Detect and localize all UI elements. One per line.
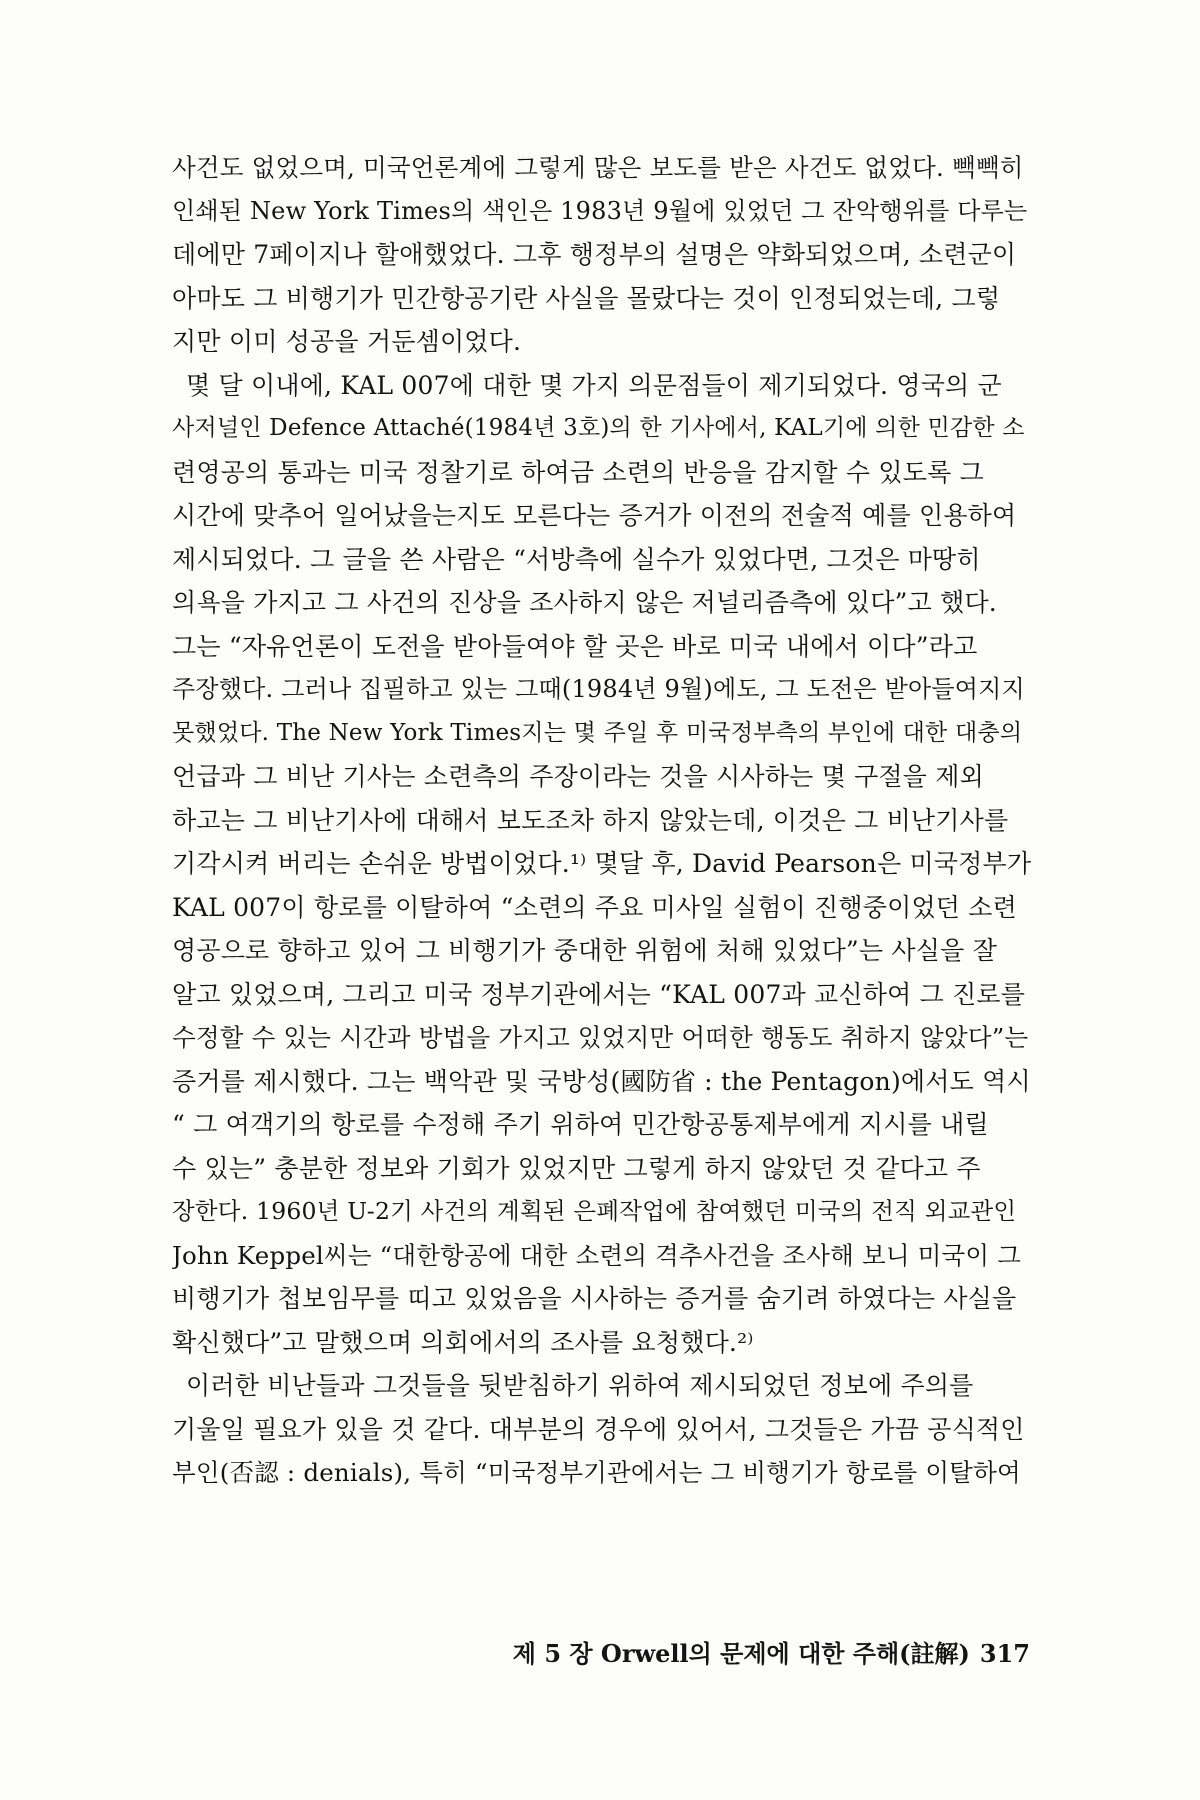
page-footer (470, 1634, 1030, 1669)
text-line: 사건도 없었으며, 미국언론계에 그렇게 많은 보도를 받은 사건도 없었다. 빽빽히 (172, 153, 1024, 182)
text-line: 시간에 맞추어 일어났을는지도 모른다는 증거가 이전의 전술적 예를 인용하여 (172, 501, 1017, 530)
text-line: John Keppel씨는 “대한항공에 대한 소련의 격추사건을 조사해 보니 미국이 그 (172, 1240, 1022, 1270)
paragraph-start-line: 몇 달 이내에, KAL 007에 대한 몇 가지 의문점들이 제기되었다. 영국의 군 (186, 370, 1002, 400)
text-line: 알고 있었으며, 그리고 미국 정부기관에서는 “KAL 007과 교신하여 그 진로를 (172, 979, 1026, 1009)
text-line: 영공으로 향하고 있어 그 비행기가 중대한 위험에 처해 있었다”는 사실을 잘 (172, 936, 997, 965)
text-line: 데에만 7페이지나 할애했었다. 그후 행정부의 설명은 약화되었으며, 소련군이 (172, 240, 1017, 269)
text-line: 기각시켜 버리는 손쉬운 방법이었다.¹⁾ 몇달 후, David Pearson은 미국정부가 (172, 849, 1032, 878)
text-line: 못했었다. The New York Times지는 몇 주일 후 미국정부측의 부인에 대한 대충의 (172, 719, 1023, 746)
text-line: 비행기가 첩보임무를 띠고 있었음을 시사하는 증거를 숨기려 하였다는 사실을 (172, 1284, 1017, 1313)
text-line: 제시되었다. 그 글을 쓴 사람은 “서방측에 실수가 있었다면, 그것은 마땅히 (172, 544, 981, 574)
text-line: 지만 이미 성공을 거둔셈이었다. (172, 327, 522, 356)
page-number: 317 (979, 1639, 1030, 1668)
text-line: 아마도 그 비행기가 민간항공기란 사실을 몰랐다는 것이 인정되었는데, 그렇 (172, 283, 1001, 313)
text-line: 수 있는” 충분한 정보와 기회가 있었지만 그렇게 하지 않았던 것 같다고 주 (172, 1153, 981, 1183)
text-line: 사저널인 Defence Attaché(1984년 3호)의 한 기사에서, KAL기에 의한 민감한 소 (172, 415, 1025, 441)
body-text (172, 146, 1032, 1495)
text-line: 수정할 수 있는 시간과 방법을 가지고 있었지만 어떠한 행동도 취하지 않았다”는 (172, 1023, 1029, 1052)
chapter-title: 제 5 장 Orwell의 문제에 대한 주해(註解) (512, 1639, 970, 1668)
text-line: 언급과 그 비난 기사는 소련측의 주장이라는 것을 시사하는 몇 구절을 제외 (172, 762, 984, 791)
text-line: 기울일 필요가 있을 것 같다. 대부분의 경우에 있어서, 그것들은 가끔 공식적인 (172, 1414, 1025, 1444)
text-line: 주장했다. 그러나 집필하고 있는 그때(1984년 9월)에도, 그 도전은 받아들여지지 (172, 675, 1025, 703)
text-line: 증거를 제시했다. 그는 백악관 및 국방성(國防省 : the Pentagon)에서도 역시 (172, 1066, 1031, 1096)
text-line: KAL 007이 항로를 이탈하여 “소련의 주요 미사일 실험이 진행중이었던 소련 (172, 892, 1017, 922)
paragraph-start-line: 이러한 비난들과 그것들을 뒷받침하기 위하여 제시되었던 정보에 주의를 (186, 1371, 974, 1400)
text-line: 장한다. 1960년 U-2기 사건의 계획된 은폐작업에 참여했던 미국의 전직 외교관인 (172, 1197, 1017, 1225)
text-line: “ 그 여객기의 항로를 수정해 주기 위하여 민간항공통제부에게 지시를 내릴 (172, 1110, 989, 1139)
text-line: 부인(否認 : denials), 특히 “미국정부기관에서는 그 비행기가 항로를 이탈하여 (172, 1458, 1021, 1487)
text-line: 인쇄된 New York Times의 색인은 1983년 9월에 있었던 그 잔악행위를 다루는 (172, 196, 1028, 225)
text-line: 의욕을 가지고 그 사건의 진상을 조사하지 않은 저널리즘측에 있다”고 했다. (172, 588, 997, 617)
text-line: 그는 “자유언론이 도전을 받아들여야 할 곳은 바로 미국 내에서 이다”라고 (172, 631, 978, 661)
text-line: 하고는 그 비난기사에 대해서 보도조차 하지 않았는데, 이것은 그 비난기사를 (172, 805, 1009, 835)
text-line: 확신했다”고 말했으며 의회에서의 조사를 요청했다.²⁾ (172, 1327, 754, 1357)
text-line: 련영공의 통과는 미국 정찰기로 하여금 소련의 반응을 감지할 수 있도록 그 (172, 457, 984, 487)
